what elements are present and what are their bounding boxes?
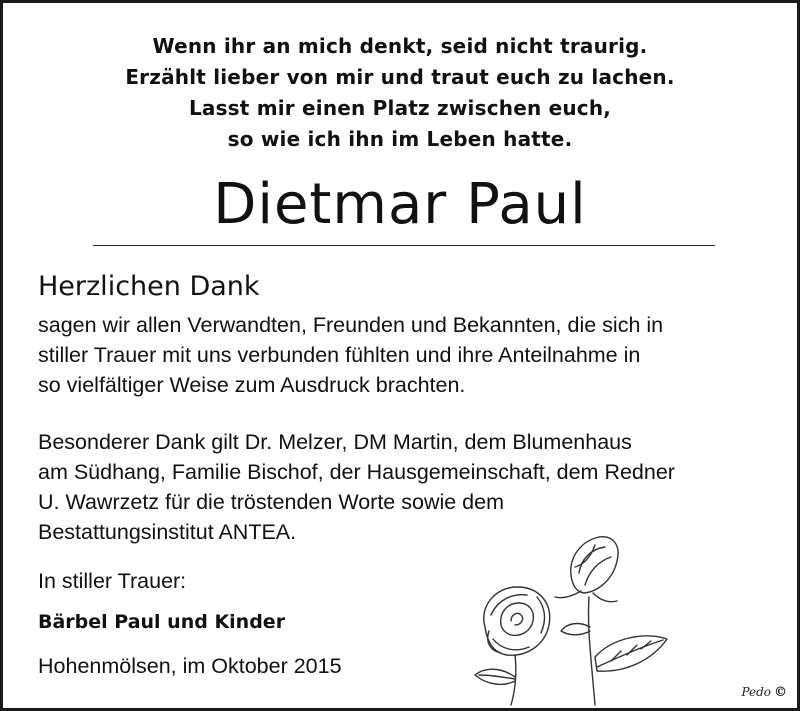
artist-signature: Pedo	[741, 685, 771, 699]
poem-line: Erzählt lieber von mir und traut euch zu lachen.	[125, 65, 675, 89]
text-line: sagen wir allen Verwandten, Freunden und Bekannten, die sich in	[38, 313, 664, 337]
thanks-paragraph-1	[38, 310, 772, 400]
artist-credit	[741, 685, 787, 700]
mourning-label: In stiller Trauer:	[38, 569, 187, 593]
text-line: stiller Trauer mit uns verbunden fühlten und ihre Anteilnahme in	[38, 343, 641, 367]
poem-line: Wenn ihr an mich denkt, seid nicht traurig.	[152, 34, 648, 58]
roses-drawing-icon	[471, 527, 711, 707]
text-line: am Südhang, Familie Bischof, der Hausgemeinschaft, dem Redner	[38, 460, 675, 484]
text-line: so vielfältiger Weise zum Ausdruck brachten.	[38, 373, 466, 397]
copyright-icon: ©	[774, 685, 787, 700]
text-line: Besonderer Dank gilt Dr. Melzer, DM Martin, dem Blumenhaus	[38, 430, 632, 454]
poem	[3, 31, 797, 155]
divider	[93, 245, 715, 246]
thanks-title: Herzlichen Dank	[38, 271, 260, 302]
place-date: Hohenmölsen, im Oktober 2015	[38, 654, 342, 678]
family-signature: Bärbel Paul und Kinder	[38, 611, 286, 633]
text-line: Bestattungsinstitut ANTEA.	[38, 520, 297, 544]
text-line: U. Wawrzetz für die tröstenden Worte sowie dem	[38, 490, 505, 514]
poem-line: Lasst mir einen Platz zwischen euch,	[188, 96, 612, 120]
poem-line: so wie ich ihn im Leben hatte.	[227, 127, 573, 151]
deceased-name: Dietmar Paul	[213, 172, 587, 237]
